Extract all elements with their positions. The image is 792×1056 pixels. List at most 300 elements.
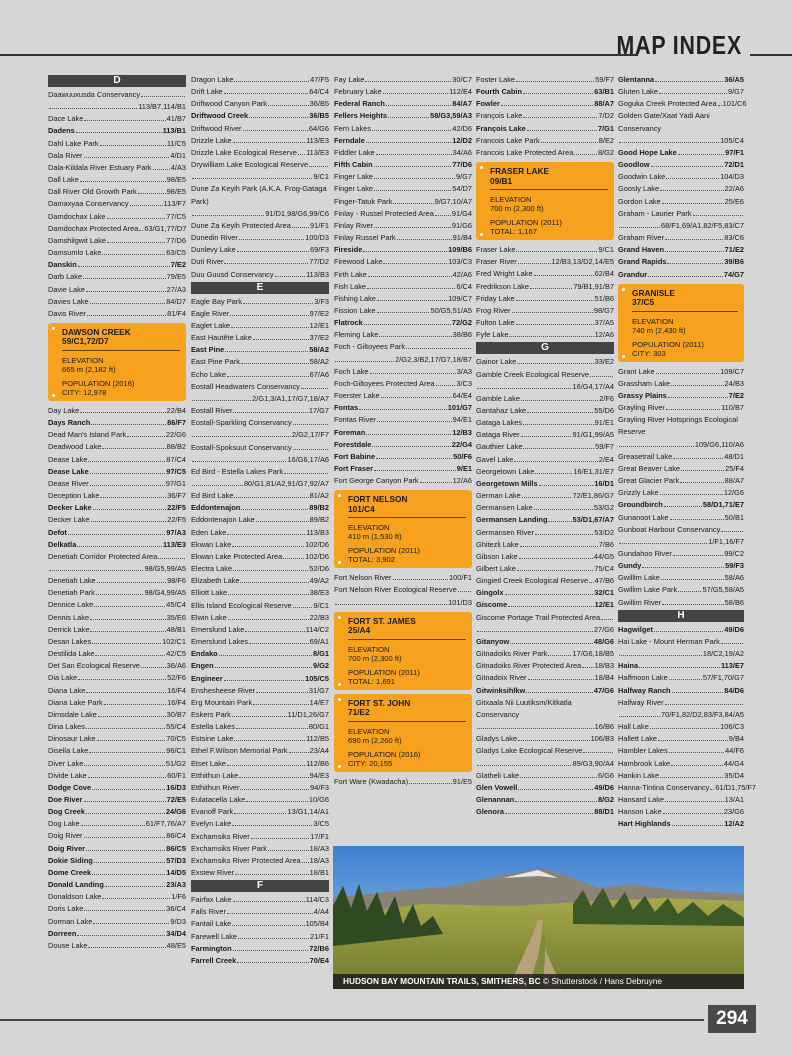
index-entry[interactable] [48,429,186,441]
index-entry[interactable] [334,256,472,268]
index-entry[interactable] [48,125,186,137]
index-entry[interactable] [476,123,614,135]
index-entry[interactable] [334,98,472,110]
index-entry[interactable] [191,782,329,794]
index-entry[interactable] [334,402,472,414]
index-entry[interactable] [191,733,329,745]
index-entry[interactable] [191,612,329,624]
index-entry[interactable] [48,284,186,296]
index-entry[interactable] [48,138,186,150]
index-entry[interactable] [476,514,614,526]
index-entry[interactable] [476,490,614,502]
index-entry[interactable] [191,98,329,110]
index-entry[interactable] [618,648,744,660]
index-entry[interactable] [48,745,186,757]
index-entry[interactable] [618,475,744,487]
index-entry[interactable] [334,329,472,341]
index-entry[interactable] [618,806,744,818]
index-entry[interactable] [334,244,472,256]
index-entry[interactable] [334,86,472,98]
index-entry[interactable] [191,855,329,867]
entry-name: Eostall Headwaters Conservancy [191,381,300,391]
index-entry[interactable] [191,381,329,393]
index-entry[interactable] [191,490,329,502]
index-entry[interactable] [191,770,329,782]
index-entry[interactable] [618,256,744,268]
entry-map-ref: 70/F1,82/D2,83/F3,84/A5 [661,709,744,719]
index-entry[interactable] [48,721,186,733]
index-entry[interactable] [618,584,744,596]
index-entry[interactable] [618,782,757,794]
index-entry[interactable] [191,74,329,86]
index-entry[interactable] [191,244,329,256]
index-entry[interactable] [191,943,329,955]
index-entry[interactable] [48,599,186,611]
entry-name: Grassy Plains [618,390,667,400]
entry-map-ref: 7/G1 [597,123,614,133]
index-entry[interactable] [476,478,614,490]
index-entry[interactable] [48,733,186,745]
index-entry[interactable] [476,454,614,466]
index-entry[interactable] [191,269,329,281]
index-entry[interactable] [334,317,472,329]
index-entry[interactable] [618,86,744,98]
index-entry[interactable] [476,733,614,745]
index-entry[interactable] [618,794,744,806]
index-entry[interactable] [48,903,186,915]
index-entry[interactable] [48,843,186,855]
index-entry[interactable] [48,928,186,940]
index-entry[interactable] [191,454,329,466]
index-entry[interactable] [618,171,744,183]
entry-map-ref: 9/E1 [456,464,472,473]
entry-name: East Hautête Lake [191,333,252,343]
index-entry[interactable] [334,135,472,147]
index-entry[interactable] [48,575,186,587]
index-entry[interactable] [476,539,614,551]
index-entry[interactable] [618,524,744,536]
index-entry[interactable] [334,572,472,584]
index-entry[interactable] [476,636,614,648]
entry-map-ref: 91/E1 [594,418,614,428]
index-entry[interactable] [334,463,472,475]
index-entry[interactable] [191,685,329,697]
index-entry[interactable] [334,196,472,208]
index-entry[interactable] [618,269,744,281]
index-entry[interactable] [191,344,329,356]
index-entry[interactable] [191,709,329,721]
index-entry[interactable] [191,931,329,943]
index-entry[interactable] [191,806,329,818]
index-entry[interactable] [191,86,329,98]
index-entry[interactable] [334,281,472,293]
index-entry[interactable] [476,551,614,563]
index-entry[interactable] [476,660,614,672]
index-entry[interactable] [618,548,744,560]
index-entry[interactable] [334,110,472,122]
index-entry[interactable] [476,369,614,381]
index-entry[interactable] [48,612,186,624]
index-entry[interactable] [334,269,472,281]
index-entry[interactable] [191,551,329,563]
index-entry[interactable] [48,685,186,697]
index-entry[interactable] [334,390,472,402]
index-entry[interactable] [476,256,614,268]
index-entry[interactable] [191,636,329,648]
index-entry[interactable] [48,855,186,867]
index-entry[interactable] [191,429,329,441]
index-entry[interactable] [191,563,329,575]
index-entry[interactable] [48,478,186,490]
index-entry[interactable] [476,135,614,147]
index-entry[interactable] [476,147,614,159]
index-entry[interactable] [618,818,744,830]
index-entry[interactable] [48,454,186,466]
index-entry[interactable] [48,818,186,830]
index-entry[interactable] [48,672,186,684]
index-entry[interactable] [476,612,614,624]
index-entry[interactable] [476,502,614,514]
index-entry[interactable] [191,256,329,268]
population-value: CITY: 303 [632,348,666,358]
index-entry[interactable] [476,429,614,441]
index-entry[interactable] [191,369,329,381]
entry-map-ref: 91/B4 [452,233,472,243]
index-entry[interactable] [48,709,186,721]
index-column-5 [618,74,757,830]
index-entry[interactable] [618,709,744,721]
index-entry[interactable] [476,356,614,368]
index-entry[interactable] [191,906,329,918]
index-entry[interactable] [191,232,329,244]
index-entry[interactable] [618,672,744,684]
index-entry[interactable] [191,183,329,219]
entry-map-ref: 10/G6 [308,795,329,805]
index-entry[interactable] [48,271,186,283]
index-entry[interactable] [618,721,744,733]
entry-map-ref: 27/G6 [593,624,614,634]
index-entry[interactable] [334,183,472,195]
index-entry[interactable] [476,268,614,280]
index-entry[interactable] [191,527,329,539]
index-entry[interactable] [191,758,329,770]
index-entry[interactable] [48,514,186,526]
index-entry[interactable] [618,560,744,572]
index-entry[interactable] [191,745,329,757]
index-entry[interactable] [618,414,744,450]
index-entry[interactable] [334,354,472,366]
index-entry[interactable] [618,110,744,146]
index-entry[interactable] [476,317,614,329]
index-entry[interactable] [48,308,186,320]
index-entry[interactable] [48,247,186,259]
index-entry[interactable] [191,575,329,587]
index-entry[interactable] [334,341,472,353]
index-entry[interactable] [191,110,329,122]
index-entry[interactable] [191,405,329,417]
index-entry[interactable] [48,223,186,235]
index-entry[interactable] [48,162,186,174]
index-entry[interactable] [334,232,472,244]
index-entry[interactable] [618,451,744,463]
index-entry[interactable] [191,417,329,429]
index-entry[interactable] [618,624,744,636]
index-entry[interactable] [334,451,472,463]
index-entry[interactable] [476,244,614,256]
index-entry[interactable] [618,745,744,757]
index-entry[interactable] [191,918,329,930]
index-entry[interactable] [48,806,186,818]
index-entry[interactable] [618,499,744,511]
index-entry[interactable] [48,211,186,223]
index-entry[interactable] [476,563,614,575]
index-entry[interactable] [48,150,186,162]
index-entry[interactable] [618,74,744,86]
index-entry[interactable] [476,405,614,417]
index-entry[interactable] [191,831,329,843]
index-entry[interactable] [48,259,186,271]
index-entry[interactable] [48,782,186,794]
index-entry[interactable] [48,697,186,709]
index-entry[interactable] [48,587,186,599]
index-entry[interactable] [48,891,186,903]
index-entry[interactable] [191,159,329,171]
index-entry[interactable] [191,648,329,660]
entry-name: Farmington [191,943,232,953]
entry-map-ref: 112/B6 [306,758,329,768]
index-entry[interactable] [48,405,186,417]
index-entry[interactable] [618,660,744,672]
index-entry[interactable] [476,745,614,757]
index-entry[interactable] [334,378,472,390]
index-entry[interactable] [191,332,329,344]
index-entry[interactable] [476,281,614,293]
index-entry[interactable] [191,539,329,551]
index-entry[interactable] [334,584,472,596]
index-entry[interactable] [334,366,472,378]
entry-name: Graham River [618,233,664,243]
index-entry[interactable] [476,806,614,818]
index-entry[interactable] [191,794,329,806]
index-entry[interactable] [476,527,614,539]
entry-map-ref: 72/E5 [166,794,186,804]
index-entry[interactable] [48,502,186,514]
index-entry[interactable] [48,527,186,539]
entry-name: Decker Lake [48,515,90,525]
index-entry[interactable] [618,536,744,548]
index-entry[interactable] [191,466,329,478]
index-entry[interactable] [476,393,614,405]
index-entry[interactable] [191,843,329,855]
index-entry[interactable] [48,770,186,782]
index-entry[interactable] [618,232,744,244]
index-entry[interactable] [618,597,744,609]
index-entry[interactable] [476,770,614,782]
index-entry[interactable] [334,293,472,305]
index-entry[interactable] [476,110,614,122]
entry-name: Eddontenajon Lake [191,515,255,525]
index-entry[interactable] [618,378,744,390]
entry-map-ref: 69/A1 [309,637,329,647]
index-entry[interactable] [618,685,744,697]
index-entry[interactable] [191,220,329,232]
index-entry[interactable] [334,220,472,232]
index-entry[interactable] [48,198,186,210]
index-entry[interactable] [334,427,472,439]
index-entry[interactable] [48,636,186,648]
index-entry[interactable] [48,466,186,478]
index-entry[interactable] [476,417,614,429]
index-entry[interactable] [191,147,329,159]
index-entry[interactable] [618,147,744,159]
index-entry[interactable] [618,733,744,745]
index-entry[interactable] [48,551,186,563]
entry-name: Gluten Lake [618,87,658,97]
index-entry[interactable] [476,441,614,453]
entry-name: Fraser Lake [476,245,516,255]
index-entry[interactable] [618,402,744,414]
index-entry[interactable] [334,123,472,135]
index-entry[interactable] [618,572,744,584]
index-entry[interactable] [618,196,744,208]
index-entry[interactable] [334,475,472,487]
index-entry[interactable] [48,624,186,636]
index-entry[interactable] [48,490,186,502]
index-entry[interactable] [191,721,329,733]
index-entry[interactable] [618,98,747,110]
index-entry[interactable] [476,697,614,733]
index-entry[interactable] [476,74,614,86]
entry-name: Doris Lake [48,904,84,914]
index-entry[interactable] [191,697,329,709]
index-entry[interactable] [48,417,186,429]
index-entry[interactable] [48,940,186,952]
index-entry[interactable] [191,514,329,526]
index-entry[interactable] [48,89,186,101]
index-entry[interactable] [618,159,744,171]
index-entry[interactable] [191,955,329,967]
index-entry[interactable] [618,512,744,524]
index-entry[interactable] [334,74,472,86]
index-entry[interactable] [48,830,186,842]
index-entry[interactable] [618,758,744,770]
index-entry[interactable] [48,441,186,453]
index-entry[interactable] [48,916,186,928]
index-entry[interactable] [476,599,614,611]
index-entry[interactable] [334,159,472,171]
index-entry[interactable] [334,414,472,426]
index-entry[interactable] [476,466,614,478]
index-entry[interactable] [191,308,329,320]
index-entry[interactable] [191,867,329,879]
index-entry[interactable] [191,818,329,830]
elevation-value: 700 m (2,300 ft) [490,204,544,214]
index-entry[interactable] [48,758,186,770]
index-entry[interactable] [48,563,186,575]
index-entry[interactable] [476,782,614,794]
index-entry[interactable] [191,478,329,490]
index-entry[interactable] [334,597,472,609]
index-entry[interactable] [334,305,472,317]
index-entry[interactable] [191,600,329,612]
index-entry[interactable] [191,673,329,685]
index-entry[interactable] [48,296,186,308]
index-entry[interactable] [191,123,329,135]
index-entry[interactable] [48,648,186,660]
index-entry[interactable] [476,624,614,636]
index-entry[interactable] [618,390,744,402]
index-entry[interactable] [334,776,472,788]
index-entry[interactable] [191,894,329,906]
index-entry[interactable] [476,575,614,587]
index-entry[interactable] [191,660,329,672]
index-entry[interactable] [618,208,744,220]
entry-map-ref: 49/D6 [724,624,744,634]
index-entry[interactable] [191,356,329,368]
index-entry[interactable] [191,320,329,332]
index-entry[interactable] [618,770,744,782]
index-entry[interactable] [191,442,329,454]
index-entry[interactable] [476,758,614,770]
index-entry[interactable] [476,587,614,599]
index-entry[interactable] [48,794,186,806]
index-entry[interactable] [48,867,186,879]
index-entry[interactable] [48,879,186,891]
index-entry[interactable] [618,487,744,499]
index-entry[interactable] [191,171,329,183]
index-entry[interactable] [618,697,744,709]
index-entry[interactable] [476,98,614,110]
entry-name: Elliott Lake [191,588,228,598]
index-entry[interactable] [191,296,329,308]
index-entry[interactable] [48,174,186,186]
index-entry[interactable] [618,366,744,378]
index-entry[interactable] [334,171,472,183]
index-entry[interactable] [476,329,614,341]
entry-name: Delkatla [48,539,77,549]
index-entry[interactable] [476,293,614,305]
index-entry[interactable] [476,672,614,684]
index-entry[interactable] [618,183,744,195]
index-entry[interactable] [618,244,744,256]
entry-map-ref: 48/B1 [166,624,186,634]
index-entry[interactable] [48,186,186,198]
index-entry[interactable] [191,624,329,636]
index-entry[interactable] [334,439,472,451]
index-entry[interactable] [618,463,744,475]
index-entry[interactable] [334,208,472,220]
index-entry[interactable] [476,794,614,806]
index-entry[interactable] [191,587,329,599]
index-entry[interactable] [618,220,744,232]
index-entry[interactable] [191,502,329,514]
index-entry[interactable] [476,86,614,98]
index-entry[interactable] [48,660,186,672]
index-entry[interactable] [191,135,329,147]
index-entry[interactable] [476,685,614,697]
index-entry[interactable] [618,636,744,648]
entry-name: Gwillim Lake Park [618,585,678,595]
index-entry[interactable] [476,648,614,660]
index-entry[interactable] [48,539,186,551]
index-entry[interactable] [191,393,329,405]
index-entry[interactable] [476,381,614,393]
index-entry[interactable] [48,235,186,247]
index-entry[interactable] [48,101,186,113]
index-entry[interactable] [48,113,186,125]
index-entry[interactable] [476,305,614,317]
index-entry[interactable] [334,147,472,159]
